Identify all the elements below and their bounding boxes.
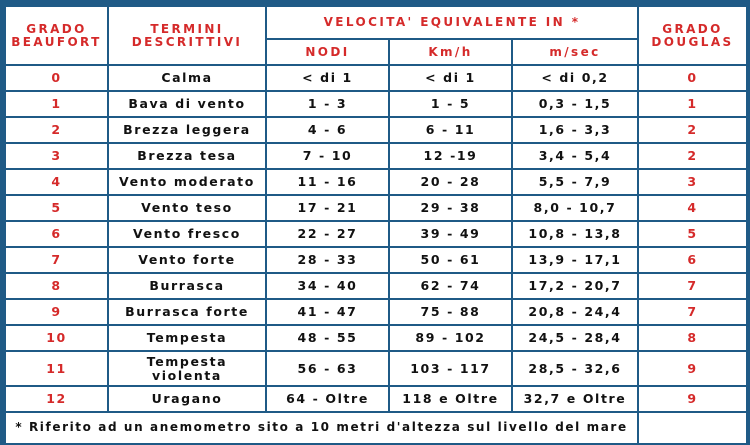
knots-cell: 1 - 3 (267, 92, 388, 116)
douglas-grade-cell: 6 (639, 248, 746, 272)
header-msec: m/sec (513, 40, 637, 64)
douglas-grade-cell: 7 (639, 300, 746, 324)
douglas-grade-cell: 7 (639, 274, 746, 298)
header-row-top (6, 7, 746, 38)
knots-cell: 4 - 6 (267, 118, 388, 142)
beaufort-grade-cell: 10 (6, 326, 107, 350)
knots-cell: 7 - 10 (267, 144, 388, 168)
description-cell: Tempesta violenta (109, 352, 265, 385)
knots-cell: 28 - 33 (267, 248, 388, 272)
msec-cell: 8,0 - 10,7 (513, 196, 637, 220)
beaufort-grade-cell: 12 (6, 387, 107, 411)
douglas-grade-cell: 8 (639, 326, 746, 350)
beaufort-grade-cell: 6 (6, 222, 107, 246)
knots-cell: 34 - 40 (267, 274, 388, 298)
douglas-grade-cell: 3 (639, 170, 746, 194)
msec-cell: 5,5 - 7,9 (513, 170, 637, 194)
beaufort-grade-cell: 4 (6, 170, 107, 194)
msec-cell: 32,7 e Oltre (513, 387, 637, 411)
msec-cell: 20,8 - 24,4 (513, 300, 637, 324)
description-cell: Bava di vento (109, 92, 265, 116)
beaufort-grade-cell: 8 (6, 274, 107, 298)
header-velocita-equivalente: VELOCITA' EQUIVALENTE IN * (267, 7, 637, 38)
header-grado-douglas: GRADO DOUGLAS (639, 7, 746, 64)
table-row (6, 352, 746, 385)
description-cell: Uragano (109, 387, 265, 411)
knots-cell: 22 - 27 (267, 222, 388, 246)
msec-cell: 28,5 - 32,6 (513, 352, 637, 385)
knots-cell: 56 - 63 (267, 352, 388, 385)
table-row (6, 170, 746, 194)
knots-cell: 17 - 21 (267, 196, 388, 220)
table-row (6, 326, 746, 350)
msec-cell: 1,6 - 3,3 (513, 118, 637, 142)
beaufort-grade-cell: 0 (6, 66, 107, 90)
kmh-cell: 39 - 49 (390, 222, 511, 246)
kmh-cell: 29 - 38 (390, 196, 511, 220)
table-row (6, 92, 746, 116)
header-termini-descrittivi: TERMINI DESCRITTIVI (109, 7, 265, 64)
douglas-grade-cell: 9 (639, 352, 746, 385)
kmh-cell: 1 - 5 (390, 92, 511, 116)
kmh-cell: 50 - 61 (390, 248, 511, 272)
msec-cell: 3,4 - 5,4 (513, 144, 637, 168)
douglas-grade-cell: 5 (639, 222, 746, 246)
description-cell: Calma (109, 66, 265, 90)
kmh-cell: 12 -19 (390, 144, 511, 168)
beaufort-grade-cell: 1 (6, 92, 107, 116)
knots-cell: 11 - 16 (267, 170, 388, 194)
description-cell: Brezza tesa (109, 144, 265, 168)
kmh-cell: 118 e Oltre (390, 387, 511, 411)
table-row (6, 274, 746, 298)
douglas-grade-cell: 2 (639, 118, 746, 142)
kmh-cell: 89 - 102 (390, 326, 511, 350)
beaufort-grade-cell: 5 (6, 196, 107, 220)
kmh-cell: 62 - 74 (390, 274, 511, 298)
beaufort-grade-cell: 11 (6, 352, 107, 385)
douglas-grade-cell: 1 (639, 92, 746, 116)
beaufort-grade-cell: 2 (6, 118, 107, 142)
description-cell: Vento moderato (109, 170, 265, 194)
description-cell: Burrasca (109, 274, 265, 298)
table-row (6, 300, 746, 324)
kmh-cell: 20 - 28 (390, 170, 511, 194)
msec-cell: 10,8 - 13,8 (513, 222, 637, 246)
kmh-cell: 75 - 88 (390, 300, 511, 324)
description-cell: Vento forte (109, 248, 265, 272)
description-cell: Vento fresco (109, 222, 265, 246)
header-kmh: Km/h (390, 40, 511, 64)
msec-cell: 17,2 - 20,7 (513, 274, 637, 298)
description-cell: Brezza leggera (109, 118, 265, 142)
description-cell: Vento teso (109, 196, 265, 220)
msec-cell: 0,3 - 1,5 (513, 92, 637, 116)
table-row (6, 66, 746, 90)
table-row (6, 196, 746, 220)
kmh-cell: 103 - 117 (390, 352, 511, 385)
beaufort-scale-table (4, 5, 748, 445)
douglas-grade-cell: 0 (639, 66, 746, 90)
beaufort-grade-cell: 7 (6, 248, 107, 272)
footnote: * Riferito ad un anemometro sito a 10 metri d'altezza sul livello del mare (6, 413, 637, 443)
msec-cell: < di 0,2 (513, 66, 637, 90)
table-row (6, 248, 746, 272)
description-cell: Burrasca forte (109, 300, 265, 324)
table-row (6, 144, 746, 168)
kmh-cell: 6 - 11 (390, 118, 511, 142)
description-cell: Tempesta (109, 326, 265, 350)
table-row (6, 222, 746, 246)
table-row (6, 118, 746, 142)
msec-cell: 13,9 - 17,1 (513, 248, 637, 272)
header-nodi: NODI (267, 40, 388, 64)
beaufort-grade-cell: 9 (6, 300, 107, 324)
knots-cell: < di 1 (267, 66, 388, 90)
douglas-grade-cell: 2 (639, 144, 746, 168)
knots-cell: 48 - 55 (267, 326, 388, 350)
header-grado-beaufort: GRADO BEAUFORT (6, 7, 107, 64)
douglas-grade-cell: 9 (639, 387, 746, 411)
table-row (6, 387, 746, 411)
beaufort-grade-cell: 3 (6, 144, 107, 168)
knots-cell: 64 - Oltre (267, 387, 388, 411)
knots-cell: 41 - 47 (267, 300, 388, 324)
kmh-cell: < di 1 (390, 66, 511, 90)
msec-cell: 24,5 - 28,4 (513, 326, 637, 350)
douglas-grade-cell: 4 (639, 196, 746, 220)
